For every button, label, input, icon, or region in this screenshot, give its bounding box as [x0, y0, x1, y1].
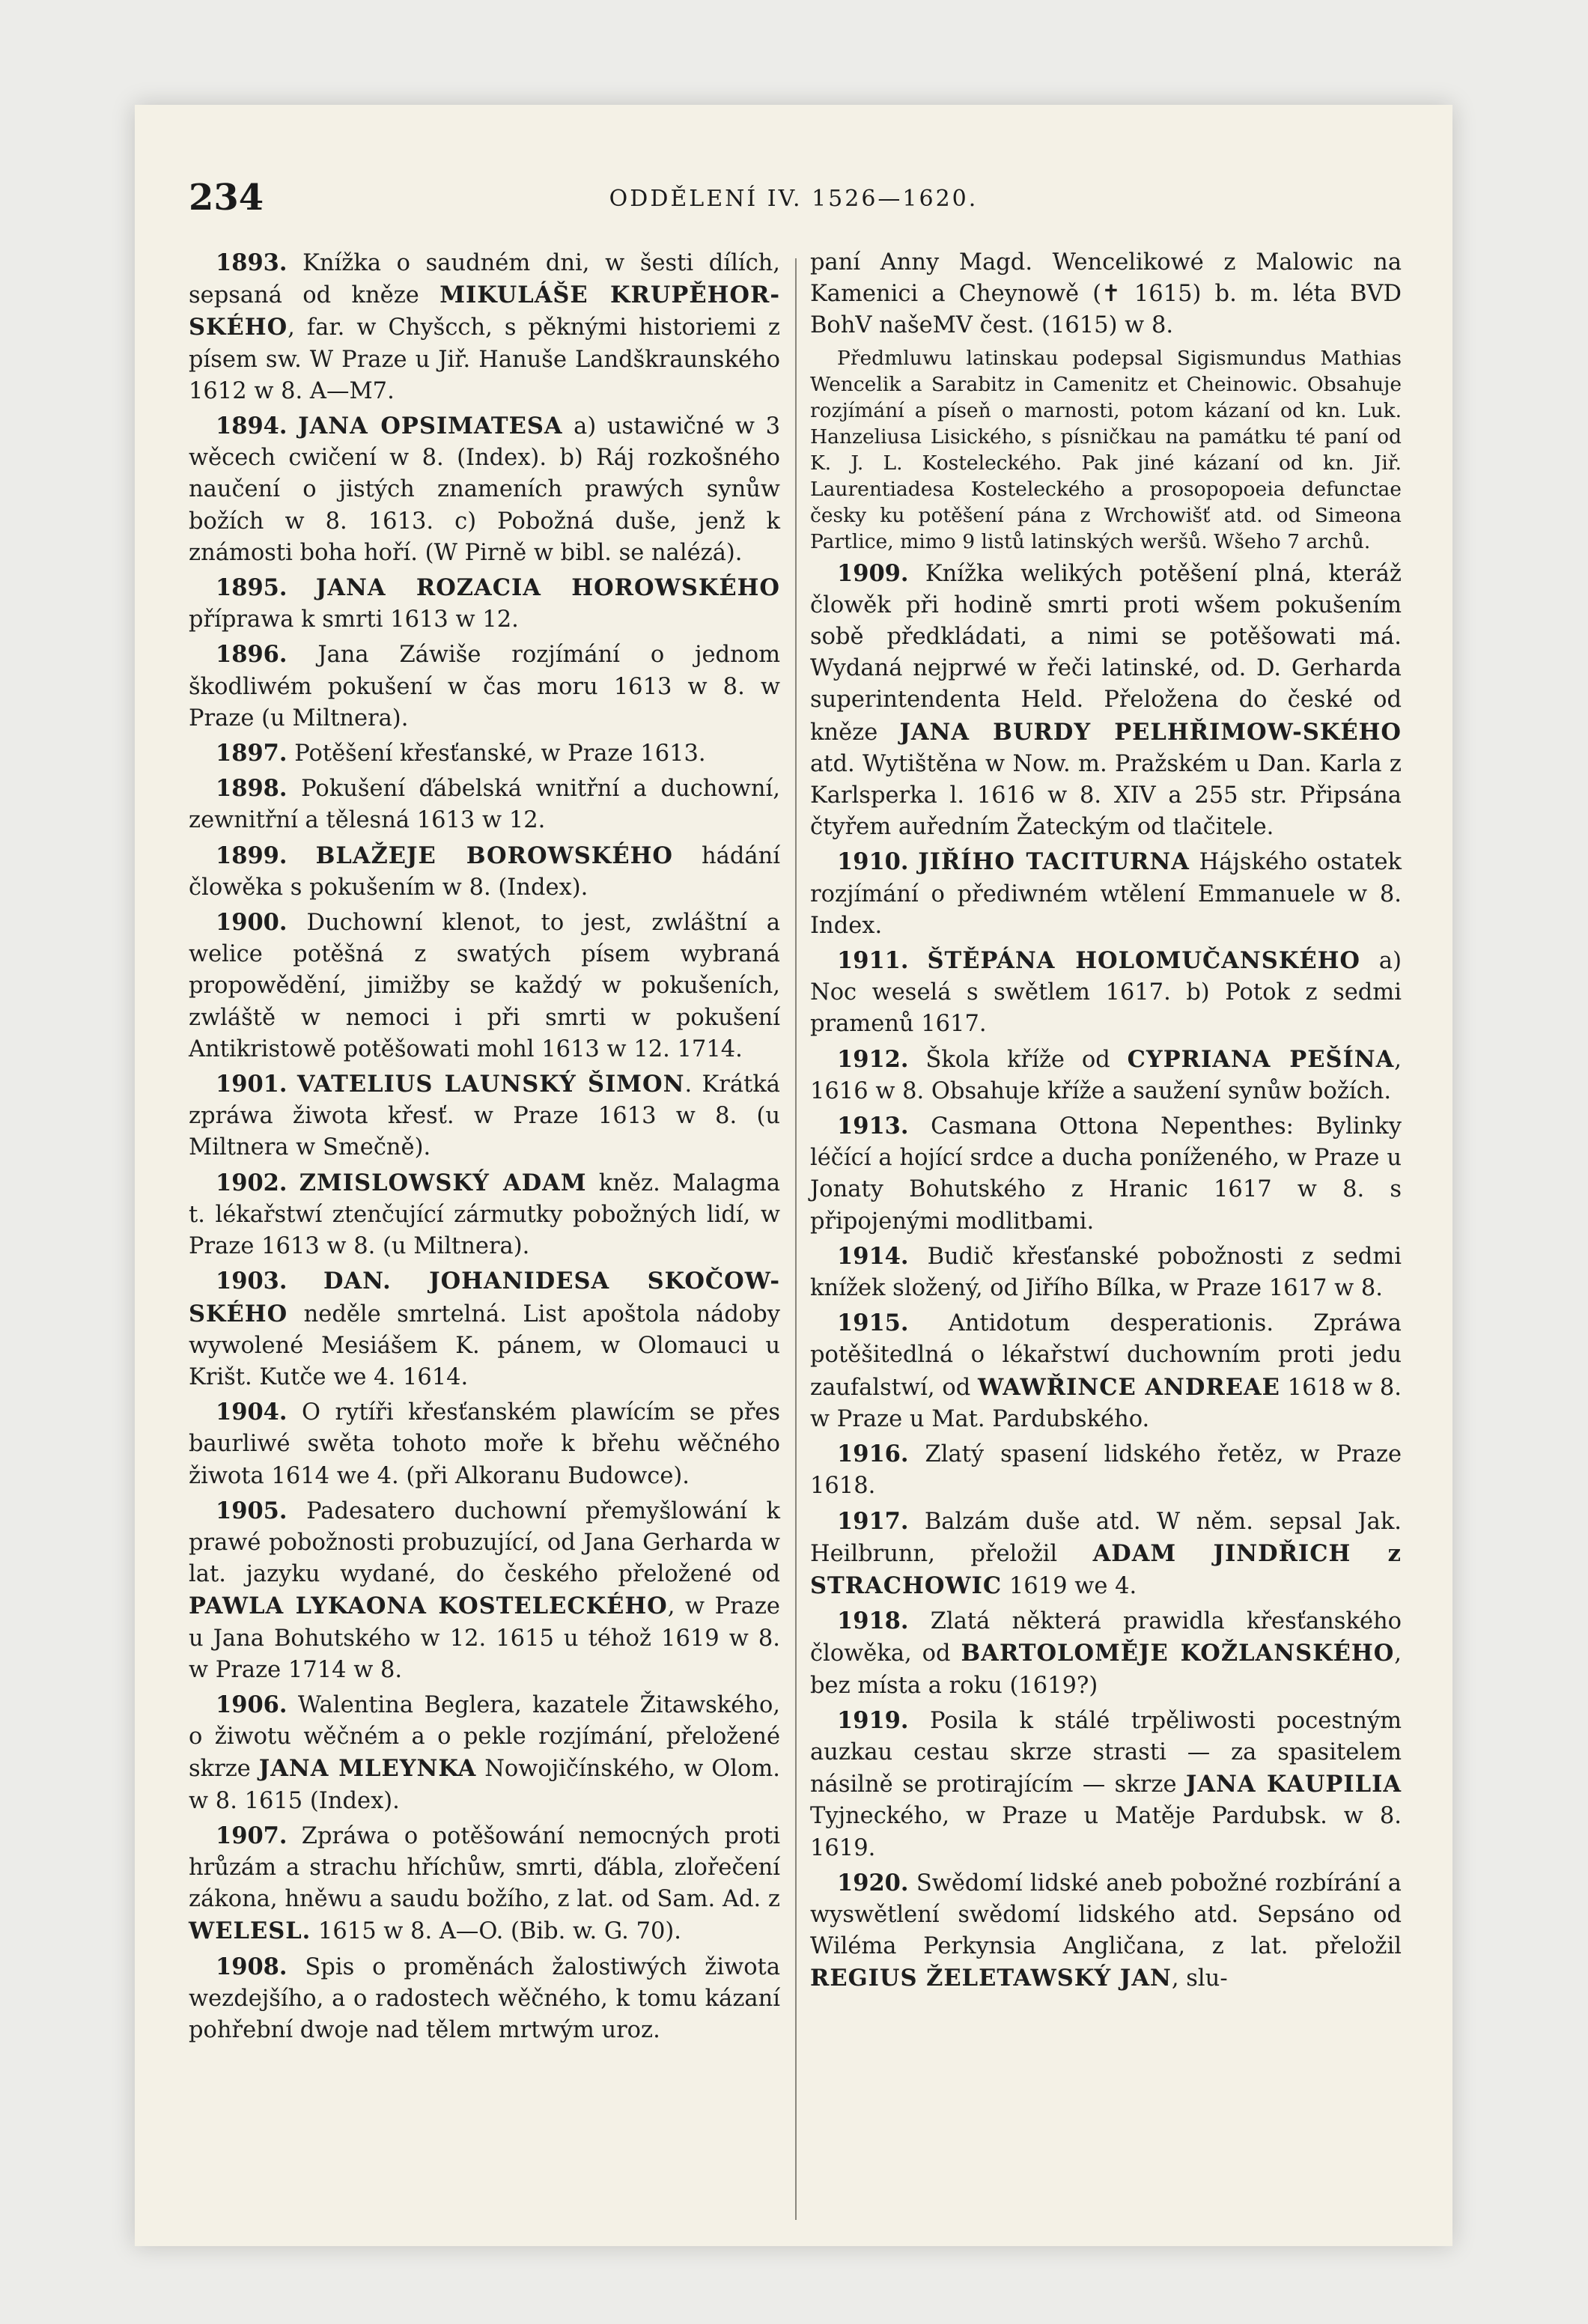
page-header [189, 177, 1399, 237]
entry-name: DAN. JOHANIDESA SKOČOW-SKÉHO [189, 1268, 780, 1327]
entry-text: O rytíři křesťanském plawícím se přes baurliwé swěta tohoto moře k břehu wěčného žiwota 1614 we 4. (při Alkoranu Budowce). [189, 1399, 780, 1489]
entry-number: 1904. [216, 1399, 288, 1426]
entry-name: WELESL. [189, 1917, 311, 1945]
entry-text: Knížka welikých potěšení plná, kteráž člowěk při hodině smrti proti wšem pokušením sobě předkládati, a nimi se potěšowati má. Wydaná nejprwé w řeči latinské, od. D. Gerharda superintendenta Held. Přeložena do české od kněze [810, 560, 1402, 746]
entry-number: 1909. [837, 559, 909, 587]
page [135, 105, 1452, 2246]
entry-text [288, 1268, 324, 1295]
entry-number: 1916. [837, 1441, 909, 1468]
entry-number: 1894. [216, 413, 288, 440]
bibliography-entry [810, 846, 1402, 942]
entry-number: 1910. [837, 848, 909, 876]
page-number: 234 [189, 177, 264, 219]
entry-number: 1917. [837, 1507, 909, 1535]
entry-text: . Krátká zpráwa žiwota křesť. w Praze 1613 w 8. (u Miltnera w Smečně). [189, 1071, 780, 1161]
entry-text: Hájského ostatek rozjímání o přediwném wtělení Emmanuele w 8. Index. [810, 849, 1402, 939]
entry-number: 1905. [216, 1497, 288, 1524]
bibliography-entry [810, 1044, 1402, 1107]
entry-number: 1913. [837, 1113, 909, 1140]
bibliography-entry [189, 737, 780, 770]
entry-text [909, 948, 928, 974]
entry-number: 1919. [837, 1706, 909, 1734]
entry-text: Předmluwu latinskau podepsal Sigismundus Mathias Wencelik a Sarabitz in Camenitz et Cheinowic. Obsahuje rozjímání a píseň o marnosti, potom kázaní od kn. Luk. Hanzeliusa Lisického, s písničkau na památku té paní od K. J. L. Kosteleckého. Pak jiné kázaní od kn. Jiř. Laurentiadesa Kosteleckého a prosopopoeia defunctae česky ku potěšení pána z Wrchowišť atd. od Simeona Partlice, mimo 9 listů latinských weršů. Wšeho 7 archů. [810, 346, 1402, 553]
column-divider [795, 258, 797, 2220]
entry-number: 1918. [837, 1607, 909, 1635]
bibliography-entry [189, 840, 780, 904]
bibliography-entry [189, 1068, 780, 1164]
entry-text: a) ustawičné w 3 wěcech cwičení w 8. (Index). b) Ráj rozkošného naučení o jistých znameních prawých synůw božích w 8. 1613. c) Pobožná duše, jenž k známosti boha hoří. (W Pirně w bibl. se nalézá). [189, 413, 780, 566]
entry-name: REGIUS ŽELETAWSKÝ JAN [810, 1965, 1172, 1992]
entry-name: VATELIUS LAUNSKÝ ŠIMON [296, 1071, 685, 1098]
entry-number: 1907. [216, 1822, 288, 1849]
entry-text: Duchowní klenot, to jest, zwláštní a welice potěšná z swatých písem wybraná propowědění, jimižby se každý w pokušeních, zwláště w nemoci i při smrti w pokušení Antikristowě potěšowati mohl 1613 w 12. 1714. [189, 910, 780, 1062]
bibliography-entry [189, 1820, 780, 1948]
bibliography-entry [189, 773, 780, 836]
entry-text: Zpráwa o potěšowání nemocných proti hrůzám a strachu hříchůw, smrti, ďábla, zlořečení zákona, hněwu a saudu božího, z lat. od Sam. Ad. z [189, 1822, 780, 1913]
entry-text: hádání člowěka s pokušením w 8. (Index). [189, 842, 780, 901]
bibliography-entry [810, 1867, 1402, 1995]
entry-name: ZMISLOWSKÝ ADAM [299, 1169, 587, 1196]
entry-name: JANA OPSIMATESA [298, 413, 563, 440]
entry-name: BLAŽEJE BOROWSKÉHO [315, 842, 673, 869]
left-column [189, 247, 780, 2049]
entry-number: 1895. [216, 574, 288, 602]
entry-number: 1920. [837, 1869, 909, 1896]
bibliography-entry [189, 1951, 780, 2047]
entry-number: 1908. [216, 1953, 288, 1980]
entry-text [288, 413, 299, 439]
entry-text: , w Praze u Jana Bohutského w 12. 1615 u téhož 1619 w 8. w Praze 1714 w 8. [189, 1593, 780, 1683]
entry-text: Škola kříže od [908, 1046, 1128, 1073]
entry-text: a) Noc weselá s swětlem 1617. b) Potok z sedmi pramenů 1617. [810, 948, 1402, 1038]
entry-text: příprawa k smrti 1613 w 12. [189, 606, 519, 633]
entry-number: 1901. [216, 1071, 288, 1098]
entry-text: Zlatá některá prawidla křesťanského člowěka, od [810, 1608, 1402, 1667]
entry-text: Knížka o saudném dni, w šesti dílích, sepsaná od kněze [189, 250, 780, 309]
bibliography-entry [810, 1307, 1402, 1435]
entry-text: Swědomí lidské aneb pobožné rozbírání a wyswětlení swědomí lidského atd. Sepsáno od Wiléma Perkynsia Angličana, z lat. přeložil [810, 1870, 1402, 1960]
entry-number: 1912. [837, 1045, 909, 1073]
entry-text: atd. Wytištěna w Now. m. Pražském u Dan. Karla z Karlsperka l. 1616 w 8. XIV a 255 str. Připsána čtyřem auředním Žateckým od tlačitele. [810, 750, 1402, 841]
entry-number: 1914. [837, 1242, 909, 1270]
bibliography-entry [189, 1396, 780, 1492]
entry-name: JANA MLEYNKA [258, 1755, 477, 1783]
entry-text: Nowojičínského, w Olom. w 8. 1615 (Index). [189, 1756, 780, 1814]
bibliography-entry [189, 1689, 780, 1817]
bibliography-entry [810, 1705, 1402, 1864]
entry-number: 1906. [216, 1691, 288, 1718]
bibliography-entry [189, 1167, 780, 1263]
entry-text: Walentina Beglera, kazatele Žitawského, o žiwotu wěčném a o pekle rozjímání, přeložené skrze [189, 1691, 780, 1783]
entry-number: 1899. [216, 842, 288, 869]
entry-text: Potěšení křesťanské, w Praze 1613. [287, 740, 706, 767]
entry-number: 1915. [837, 1309, 909, 1337]
bibliography-entry [810, 558, 1402, 844]
bibliography-entry [810, 247, 1402, 342]
entry-name: WAWŘINCE ANDREAE [978, 1373, 1280, 1401]
entry-text: Casmana Ottona Nepenthes: Bylinky léčící a hojící srdce a ducha poníženého, w Praze u Jonaty Bohutského z Hranic 1617 w 8. s připojenými modlitbami. [810, 1113, 1402, 1235]
bibliography-entry [810, 1605, 1402, 1702]
entry-text: paní Anny Magd. Wencelikowé z Malowic na Kamenici a Cheynowě (✝ 1615) b. m. léta BVD BohV našeMV čest. (1615) w 8. [810, 249, 1402, 339]
entry-name: ŠTĚPÁNA HOLOMUČANSKÉHO [927, 947, 1360, 975]
entry-name: PAWLA LYKAONA KOSTELECKÉHO [189, 1593, 668, 1620]
bibliography-entry [810, 1241, 1402, 1304]
bibliography-entry [189, 572, 780, 636]
entry-number: 1896. [216, 641, 288, 669]
entry-name: JIŘÍHO TACITURNA [918, 848, 1190, 876]
entry-number: 1898. [216, 775, 288, 803]
entry-text: , 1616 w 8. Obsahuje kříže a saužení synůw božích. [810, 1046, 1402, 1104]
bibliography-entry [189, 639, 780, 734]
bibliography-entry [810, 945, 1402, 1041]
entry-text: 1619 we 4. [1002, 1572, 1137, 1599]
right-column [810, 247, 1402, 1998]
entry-text: Posila k stálé trpěliwosti pocestným auzkau cestau skrze strasti — za spasitelem násilně se protirajícím — skrze [810, 1707, 1402, 1798]
entry-name: ADAM JINDŘICH z STRACHOWIC [810, 1539, 1402, 1599]
bibliography-entry [810, 345, 1402, 555]
entry-text: Budič křesťanské pobožnosti z sedmi knížek složený, od Jiřího Bílka, w Praze 1617 w 8. [810, 1243, 1402, 1302]
entry-name: BARTOLOMĚJE KOŽLANSKÉHO [961, 1640, 1395, 1667]
entry-number: 1893. [216, 249, 288, 276]
entry-text: 1618 w 8. w Praze u Mat. Pardubského. [810, 1374, 1402, 1432]
entry-name: JANA BURDY PELHŘIMOW-SKÉHO [899, 718, 1402, 746]
bibliography-entry [189, 247, 780, 407]
entry-name: JANA KAUPILIA [1185, 1771, 1402, 1798]
entry-name: CYPRIANA PEŠÍNA [1127, 1045, 1395, 1073]
entry-text [288, 843, 316, 869]
entry-text: Antidotum desperationis. Zpráwa potěšitedlná o lékařstwí duchowním proti jedu zaufalstwí, od [810, 1310, 1402, 1401]
entry-text: Pokušení ďábelská wnitřní a duchowní, zewnitřní a tělesná 1613 w 12. [189, 776, 780, 834]
entry-number: 1911. [837, 947, 909, 975]
bibliography-entry [189, 907, 780, 1065]
entry-name: JANA ROZACIA HOROWSKÉHO [315, 574, 780, 602]
bibliography-entry [810, 1438, 1402, 1502]
entry-text: neděle smrtelná. List apoštola nádoby wywolené Mesiášem K. pánem, w Olomauci u Krišt. Kutče we 4. 1614. [189, 1301, 780, 1390]
bibliography-entry [810, 1110, 1402, 1238]
entry-text: Padesatero duchowní přemyšlowání k prawé pobožnosti probuzující, od Jana Gerharda w lat. jazyku wydané, do českého přeložené od [189, 1497, 780, 1588]
entry-number: 1902. [216, 1169, 288, 1196]
bibliography-entry [810, 1506, 1402, 1603]
entry-text: , far. w Chyšcch, s pěknými historiemi z písem sw. W Praze u Jiř. Hanuše Landškraunského 1612 w 8. A—M7. [189, 314, 780, 404]
entry-text: , bez místa a roku (1619?) [810, 1640, 1402, 1699]
bibliography-entry [189, 1495, 780, 1686]
entry-text: Tyjneckého, w Praze u Matěje Pardubsk. w 8. 1619. [810, 1803, 1402, 1861]
entry-text: Jana Záwiše rozjímání o jednom škodliwém pokušení w čas moru 1613 w 8. w Praze (u Miltnera). [189, 642, 780, 731]
entry-text [288, 575, 316, 601]
entry-number: 1900. [216, 909, 288, 937]
entry-name: MIKULÁŠE KRUPĚHOR-SKÉHO [189, 282, 781, 341]
entry-text: Spis o proměnách žalostiwých žiwota wezdejšího, a o radostech wěčného, k tomu kázaní pohřební dwoje nad tělem mrtwým uroz. [189, 1953, 780, 2043]
entry-text: 1615 w 8. A—O. (Bib. w. G. 70). [311, 1918, 681, 1945]
entry-text [288, 1071, 297, 1098]
bibliography-entry [189, 1265, 780, 1393]
running-title: ODDĚLENÍ IV. 1526—1620. [609, 186, 979, 212]
entry-text [288, 1170, 299, 1196]
entry-text: , slu- [1171, 1965, 1228, 1992]
entry-text [909, 849, 919, 875]
entry-text: kněz. Malagma t. lékařstwí ztenčující zármutky pobožných lidí, w Praze 1613 w 8. (u Miltnera). [189, 1169, 781, 1260]
entry-number: 1897. [216, 740, 288, 767]
bibliography-entry [189, 410, 780, 569]
entry-number: 1903. [216, 1268, 288, 1295]
entry-text: Zlatý spasení lidského řetěz, w Praze 1618. [810, 1441, 1402, 1500]
entry-text: Balzám duše atd. W něm. sepsal Jak. Heilbrunn, přeložil [810, 1508, 1402, 1567]
